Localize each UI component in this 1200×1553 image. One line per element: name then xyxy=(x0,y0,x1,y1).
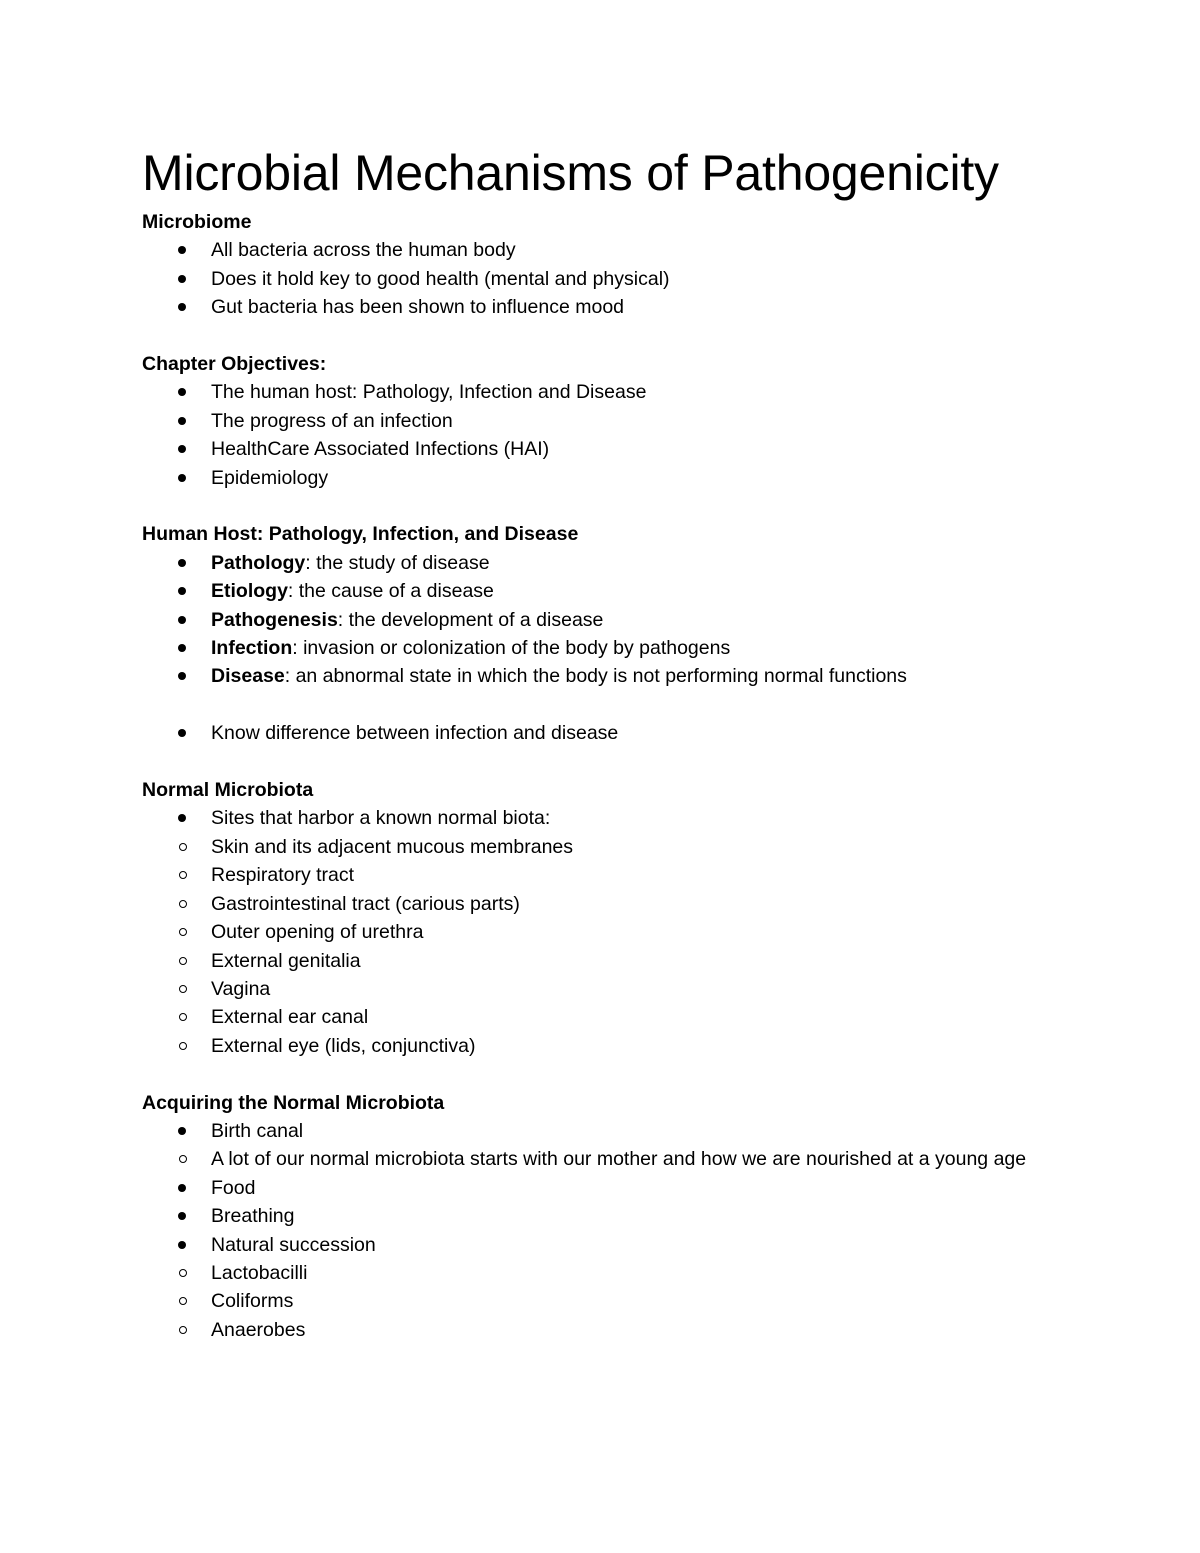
section-heading-microbiome: Microbiome xyxy=(142,211,252,233)
definition-item xyxy=(142,577,1062,605)
sublist-item: Coliforms xyxy=(140,1287,1062,1315)
list-item: Food xyxy=(142,1174,1062,1202)
microbiome-list xyxy=(142,236,1062,321)
definition-item xyxy=(142,634,1062,662)
birth-canal-sublist xyxy=(142,1145,1062,1173)
list-item: Breathing xyxy=(142,1202,1062,1230)
section-chapter-objectives xyxy=(142,350,1062,492)
section-heading-acquiring: Acquiring the Normal Microbiota xyxy=(142,1091,445,1114)
definition-term: Pathogenesis xyxy=(211,608,338,631)
spacer xyxy=(142,691,1062,719)
definition-term: Disease xyxy=(211,665,285,688)
definition-text: : the cause of a disease xyxy=(287,580,494,603)
sublist-item: External genitalia xyxy=(140,947,1062,975)
spacer xyxy=(142,1060,1062,1088)
spacer xyxy=(142,492,1062,520)
section-normal-microbiota xyxy=(142,776,1062,1060)
sublist-item: Outer opening of urethra xyxy=(140,918,1062,946)
definition-text: : the development of a disease xyxy=(337,608,604,631)
definition-item xyxy=(142,606,1062,634)
list-item: Natural succession xyxy=(142,1231,1062,1259)
list-item: Epidemiology xyxy=(142,464,1062,492)
definition-item xyxy=(142,549,1062,577)
definition-text: : an abnormal state in which the body is not performing normal functions xyxy=(284,665,907,688)
section-heading-human-host: Human Host: Pathology, Infection, and Disease xyxy=(142,523,579,546)
definition-text: : invasion or colonization of the body by pathogens xyxy=(292,637,731,660)
sites-sublist xyxy=(142,833,1062,1060)
section-heading-objectives: Chapter Objectives: xyxy=(142,353,327,376)
list-item: Birth canal xyxy=(142,1117,1062,1145)
spacer xyxy=(142,322,1062,350)
list-item: Gut bacteria has been shown to influence mood xyxy=(142,293,1062,321)
succession-sublist xyxy=(142,1259,1062,1344)
note-list xyxy=(142,719,1062,747)
sublist-item: Respiratory tract xyxy=(140,861,1062,889)
definitions-list xyxy=(142,549,1062,691)
section-human-host xyxy=(142,520,1062,747)
page-title: Microbial Mechanisms of Pathogenicity xyxy=(142,145,999,201)
list-item: HealthCare Associated Infections (HAI) xyxy=(142,435,1062,463)
definition-term: Pathology xyxy=(211,551,306,574)
acquiring-list-continued xyxy=(142,1174,1062,1259)
list-item: The progress of an infection xyxy=(142,407,1062,435)
sublist-item: A lot of our normal microbiota starts with our mother and how we are nourished at a young age xyxy=(140,1145,1062,1173)
document-content xyxy=(142,140,1062,1344)
sublist-item: Gastrointestinal tract (carious parts) xyxy=(140,890,1062,918)
section-microbiome xyxy=(142,208,1062,322)
sublist-item: Vagina xyxy=(140,975,1062,1003)
list-item: Does it hold key to good health (mental and physical) xyxy=(142,265,1062,293)
acquiring-list xyxy=(142,1117,1062,1145)
list-item xyxy=(142,804,1062,832)
sublist-item: Anaerobes xyxy=(140,1316,1062,1344)
definition-term: Infection xyxy=(211,637,293,660)
normal-microbiota-list xyxy=(142,804,1062,832)
definition-term: Etiology xyxy=(211,580,288,603)
section-heading-normal-microbiota: Normal Microbiota xyxy=(142,779,314,802)
list-item: All bacteria across the human body xyxy=(142,236,1062,264)
objectives-list xyxy=(142,378,1062,492)
spacer xyxy=(142,748,1062,776)
sublist-item: External ear canal xyxy=(140,1003,1062,1031)
list-item-text: Sites that harbor a known normal biota: xyxy=(211,807,551,830)
list-item: Know difference between infection and disease xyxy=(142,719,1062,747)
list-item: The human host: Pathology, Infection and Disease xyxy=(142,378,1062,406)
sublist-item: Skin and its adjacent mucous membranes xyxy=(140,833,1062,861)
definition-text: : the study of disease xyxy=(305,551,490,574)
sublist-item: Lactobacilli xyxy=(140,1259,1062,1287)
definition-item xyxy=(142,662,1062,690)
sublist-item: External eye (lids, conjunctiva) xyxy=(140,1032,1062,1060)
section-acquiring-microbiota xyxy=(142,1089,1062,1345)
